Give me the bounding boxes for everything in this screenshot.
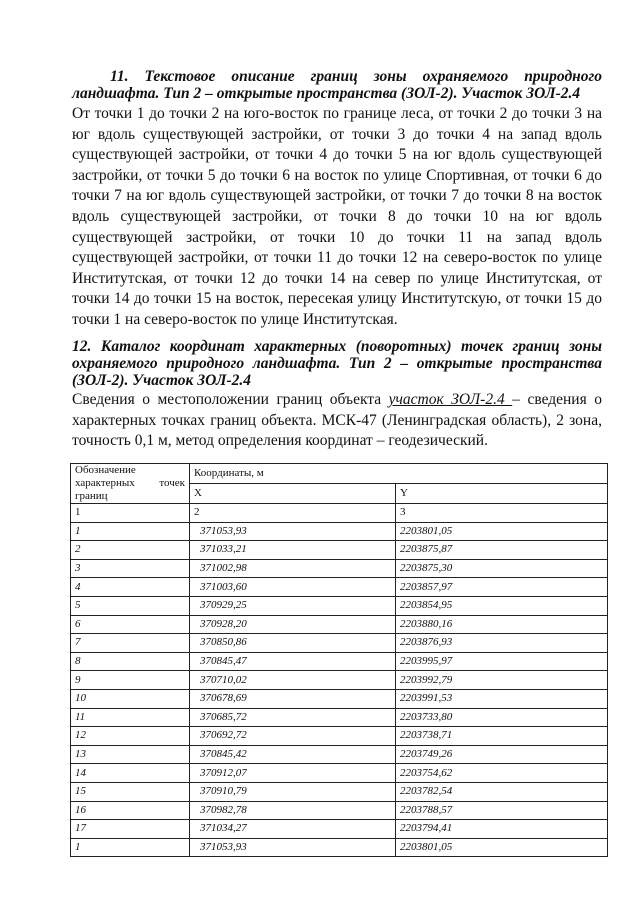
point-cell: 9 <box>71 671 190 690</box>
header-point-designation: Обозначение характерных точек границ <box>71 464 190 504</box>
x-cell: 370710,02 <box>190 671 396 690</box>
point-cell: 1 <box>71 838 190 857</box>
coordinates-table <box>70 463 608 857</box>
y-cell: 2203995,97 <box>396 652 608 671</box>
x-cell: 371003,60 <box>190 578 396 597</box>
table-row <box>71 764 608 783</box>
table-row <box>71 671 608 690</box>
table-row <box>71 596 608 615</box>
point-cell: 16 <box>71 801 190 820</box>
y-cell: 2203992,79 <box>396 671 608 690</box>
section-11-heading-line1: 11. Текстовое описание границ зоны охраняемого природного <box>110 68 602 85</box>
point-cell: 14 <box>71 764 190 783</box>
x-cell: 370685,72 <box>190 708 396 727</box>
table-row <box>71 559 608 578</box>
location-info-lead: Сведения о местоположении границ объекта <box>72 391 389 408</box>
x-cell: 370910,79 <box>190 782 396 801</box>
y-cell: 2203733,80 <box>396 708 608 727</box>
point-cell: 10 <box>71 689 190 708</box>
section-11-heading <box>72 68 602 102</box>
y-cell: 2203801,05 <box>396 522 608 541</box>
point-cell: 15 <box>71 782 190 801</box>
section-11-boundary-description: От точки 1 до точки 2 на юго-восток по границе леса, от точки 2 до точки 3 на юг вдоль существующей застройки, от точки 3 до точки 4 на запад вдоль существующей застройки, от точки 4 до точки 5 на юг вдоль существующей застройки, от точки 5 до точки 6 на восток по улице Спортивная, от точки 6 до точки 7 на юг вдоль существующей застройки, от точки 7 до точки 8 на восток вдоль существующей застройки, от точки 8 до точки 10 на юг вдоль существующей застройки, от точки 10 до точки 11 на запад вдоль существующей застройки, от точки 11 до точки 12 на северо-восток по улице Институтская, от точки 12 до точки 14 на север по улице Институтская, от точки 14 до точки 15 на восток, пересекая улицу Институтскую, от точки 15 до точки 1 на северо-восток по улице Институтская. <box>72 105 602 328</box>
x-cell: 370845,42 <box>190 745 396 764</box>
x-cell: 371053,93 <box>190 838 396 857</box>
y-cell: 2203875,30 <box>396 559 608 578</box>
table-row <box>71 522 608 541</box>
table-header-row <box>71 464 608 484</box>
y-cell: 2203875,87 <box>396 541 608 560</box>
y-cell: 2203876,93 <box>396 634 608 653</box>
section-12-location-info <box>72 390 602 452</box>
x-cell: 370928,20 <box>190 615 396 634</box>
column-number-3: 3 <box>396 504 608 523</box>
point-cell: 8 <box>71 652 190 671</box>
x-cell: 370845,47 <box>190 652 396 671</box>
point-cell: 3 <box>71 559 190 578</box>
y-cell: 2203754,62 <box>396 764 608 783</box>
point-cell: 13 <box>71 745 190 764</box>
y-cell: 2203749,26 <box>396 745 608 764</box>
y-cell: 2203854,95 <box>396 596 608 615</box>
table-column-number-row <box>71 504 608 523</box>
section-12-heading-text: 12. Каталог координат характерных (поворотных) точек границ зоны охраняемого природного ландшафта. Тип 2 – открытые пространства (ЗОЛ-2). Участок ЗОЛ-2.4 <box>72 338 602 389</box>
table-row <box>71 745 608 764</box>
point-cell: 17 <box>71 820 190 839</box>
y-cell: 2203738,71 <box>396 727 608 746</box>
table-row <box>71 782 608 801</box>
x-cell: 371053,93 <box>190 522 396 541</box>
x-cell: 370678,69 <box>190 689 396 708</box>
point-cell: 1 <box>71 522 190 541</box>
header-x: X <box>190 484 396 504</box>
table-row <box>71 541 608 560</box>
point-cell: 12 <box>71 727 190 746</box>
x-cell: 370692,72 <box>190 727 396 746</box>
x-cell: 371034,27 <box>190 820 396 839</box>
header-y: Y <box>396 484 608 504</box>
y-cell: 2203857,97 <box>396 578 608 597</box>
plot-name-underlined: участок ЗОЛ-2.4 <box>388 391 513 408</box>
y-cell: 2203991,53 <box>396 689 608 708</box>
point-cell: 6 <box>71 615 190 634</box>
table-row <box>71 708 608 727</box>
x-cell: 370912,07 <box>190 764 396 783</box>
x-cell: 370850,86 <box>190 634 396 653</box>
column-number-1: 1 <box>71 504 190 523</box>
column-number-2: 2 <box>190 504 396 523</box>
table-row <box>71 727 608 746</box>
x-cell: 371002,98 <box>190 559 396 578</box>
table-row <box>71 615 608 634</box>
point-cell: 7 <box>71 634 190 653</box>
section-12-heading <box>72 338 602 389</box>
table-row <box>71 634 608 653</box>
point-cell: 5 <box>71 596 190 615</box>
y-cell: 2203782,54 <box>396 782 608 801</box>
point-cell: 2 <box>71 541 190 560</box>
y-cell: 2203794,41 <box>396 820 608 839</box>
x-cell: 371033,21 <box>190 541 396 560</box>
table-row <box>71 578 608 597</box>
x-cell: 370929,25 <box>190 596 396 615</box>
x-cell: 370982,78 <box>190 801 396 820</box>
location-info-rest: – сведения о характерных точках границ объекта. МСК-47 (Ленинградская область), 2 зона, точность 0,1 м, метод определения координат – геодезический. <box>72 391 602 449</box>
table-row <box>71 801 608 820</box>
table-row <box>71 689 608 708</box>
y-cell: 2203801,05 <box>396 838 608 857</box>
header-coordinates: Координаты, м <box>190 464 608 484</box>
y-cell: 2203788,57 <box>396 801 608 820</box>
point-cell: 11 <box>71 708 190 727</box>
section-11-heading-line2: ландшафта. Тип 2 – открытые пространства (ЗОЛ-2). Участок ЗОЛ-2.4 <box>72 85 581 102</box>
table-row <box>71 652 608 671</box>
point-cell: 4 <box>71 578 190 597</box>
table-row <box>71 838 608 857</box>
y-cell: 2203880,16 <box>396 615 608 634</box>
table-row <box>71 820 608 839</box>
